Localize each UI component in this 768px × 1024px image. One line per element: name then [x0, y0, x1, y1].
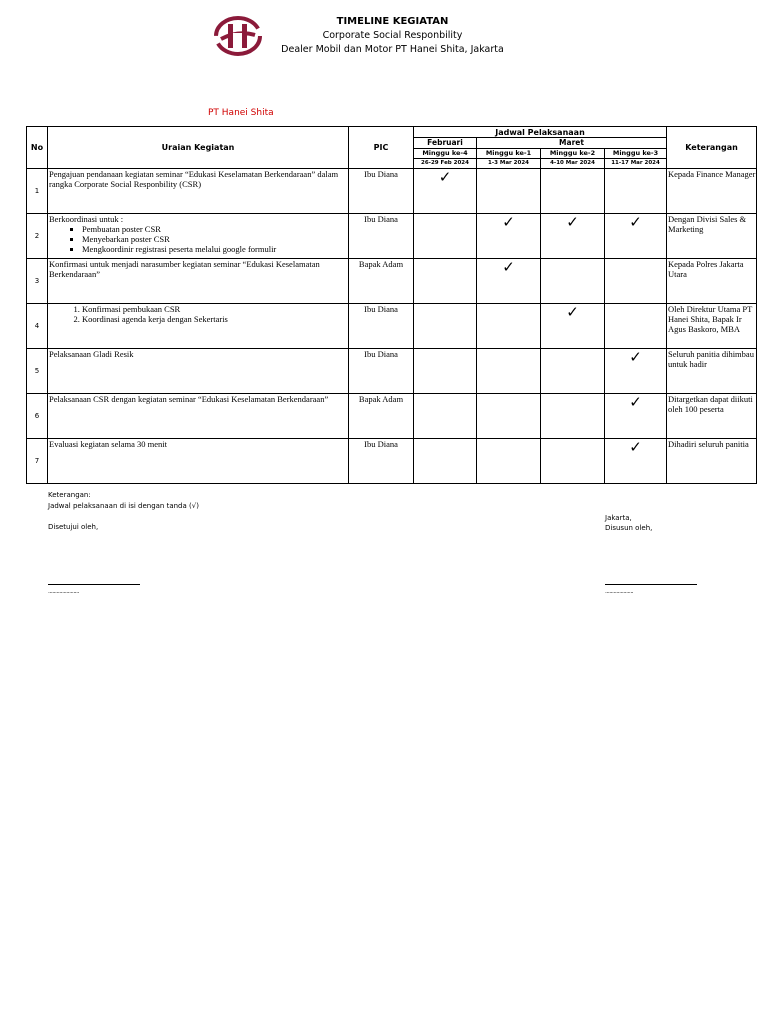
header-no: No [27, 127, 48, 169]
week-cell [477, 169, 541, 214]
row-description: Pelaksanaan Gladi Resik [48, 349, 349, 394]
checkmark-icon: ✓ [502, 258, 515, 276]
week-cell [605, 259, 667, 304]
week-cell [414, 214, 477, 259]
week-cell [477, 439, 541, 484]
week-cell [414, 439, 477, 484]
checkmark-icon: ✓ [502, 213, 515, 231]
week-cell [414, 304, 477, 349]
row-note: Oleh Direktur Utama PT Hanei Shita, Bapak Ir Agus Baskoro, MBA [667, 304, 757, 349]
row-pic: Ibu Diana [349, 169, 414, 214]
row-number: 7 [27, 439, 48, 484]
notes-section [48, 490, 199, 512]
signature-line-right [605, 584, 697, 585]
header-month-feb: Februari [414, 138, 477, 149]
week-cell [477, 259, 541, 304]
prepared-label: Disusun oleh, [605, 524, 653, 532]
week-cell [477, 349, 541, 394]
table-row [27, 394, 757, 439]
header-pic: PIC [349, 127, 414, 169]
week-cell [605, 169, 667, 214]
week-cell [541, 439, 605, 484]
header-week: Minggu ke-2 [541, 149, 605, 159]
list-item: ▪ Mengkoordinir registrasi peserta melalui google formulir [82, 244, 348, 254]
week-cell [541, 214, 605, 259]
week-cell [605, 214, 667, 259]
row-pic: Ibu Diana [349, 439, 414, 484]
row-pic: Bapak Adam [349, 394, 414, 439]
row-note: Dihadiri seluruh panitia [667, 439, 757, 484]
header-notes: Keterangan [667, 127, 757, 169]
row-number: 2 [27, 214, 48, 259]
numbered-list [49, 304, 348, 324]
week-cell [414, 169, 477, 214]
week-cell [605, 304, 667, 349]
list-item: ▪ Pembuatan poster CSR [82, 224, 348, 234]
list-item: 1. Konfirmasi pembukaan CSR [82, 304, 348, 314]
notes-label: Keterangan: [48, 491, 91, 499]
row-note: Seluruh panitia dihimbau untuk hadir [667, 349, 757, 394]
table-row [27, 259, 757, 304]
checkmark-icon: ✓ [566, 213, 579, 231]
week-cell [605, 439, 667, 484]
signature-name-left: ...................... [48, 588, 79, 595]
document-header [280, 15, 505, 57]
row-number: 3 [27, 259, 48, 304]
header-week-dates: 1-3 Mar 2024 [477, 159, 541, 169]
row-description: Pengajuan pendanaan kegiatan seminar “Edukasi Keselamatan Berkendaraan” dalam rangka Corporate Social Responbility (CSR) [48, 169, 349, 214]
week-cell [541, 349, 605, 394]
document-subtitle: Corporate Social Responbility [322, 30, 463, 41]
row-description: Pelaksanaan CSR dengan kegiatan seminar “Edukasi Keselamatan Berkendaraan” [48, 394, 349, 439]
week-cell [477, 394, 541, 439]
week-cell [477, 304, 541, 349]
row-note: Kepada Finance Manager [667, 169, 757, 214]
row-description-text: Berkoordinasi untuk : [49, 214, 124, 224]
row-note: Dengan Divisi Sales & Marketing [667, 214, 757, 259]
document-title: TIMELINE KEGIATAN [336, 16, 449, 27]
row-note: Ditargetkan dapat diikuti oleh 100 peserta [667, 394, 757, 439]
checkmark-icon: ✓ [629, 393, 642, 411]
checkmark-icon: ✓ [438, 168, 452, 186]
header-week-dates: 11-17 Mar 2024 [605, 159, 667, 169]
row-description [48, 304, 349, 349]
header-week: Minggu ke-4 [414, 149, 477, 159]
row-description [48, 214, 349, 259]
approved-label: Disetujui oleh, [48, 523, 99, 531]
row-number: 5 [27, 349, 48, 394]
week-cell [414, 349, 477, 394]
row-pic: Bapak Adam [349, 259, 414, 304]
checkmark-icon: ✓ [566, 303, 579, 321]
row-number: 4 [27, 304, 48, 349]
company-logo-icon [213, 15, 263, 57]
table-row [27, 169, 757, 214]
signature-line-left [48, 584, 140, 585]
row-number: 6 [27, 394, 48, 439]
table-row [27, 439, 757, 484]
checkmark-icon: ✓ [629, 438, 642, 456]
checkmark-icon: ✓ [629, 348, 642, 366]
table-row [27, 349, 757, 394]
week-cell [541, 394, 605, 439]
row-description: Evaluasi kegiatan selama 30 menit [48, 439, 349, 484]
week-cell [605, 394, 667, 439]
timeline-table [26, 126, 757, 484]
header-week: Minggu ke-3 [605, 149, 667, 159]
checkmark-icon: ✓ [629, 213, 642, 231]
week-cell [414, 259, 477, 304]
week-cell [541, 304, 605, 349]
row-note: Kepada Polres Jakarta Utara [667, 259, 757, 304]
document-subtitle-2: Dealer Mobil dan Motor PT Hanei Shita, Jakarta [281, 44, 504, 55]
row-pic: Ibu Diana [349, 304, 414, 349]
header-week-dates: 26-29 Feb 2024 [414, 159, 477, 169]
week-cell [541, 169, 605, 214]
list-item: ▪ Menyebarkan poster CSR [82, 234, 348, 244]
header-week-dates: 4-10 Mar 2024 [541, 159, 605, 169]
row-pic: Ibu Diana [349, 214, 414, 259]
place-label: Jakarta, [605, 514, 632, 522]
prepared-section [605, 513, 652, 533]
notes-text: Jadwal pelaksanaan di isi dengan tanda (√) [48, 502, 199, 510]
signature-name-right: .................... [605, 588, 634, 595]
row-description: Konfirmasi untuk menjadi narasumber kegiatan seminar “Edukasi Keselamatan Berkendaraan” [48, 259, 349, 304]
week-cell [541, 259, 605, 304]
week-cell [414, 394, 477, 439]
table-row [27, 214, 757, 259]
header-description: Uraian Kegiatan [48, 127, 349, 169]
header-month-mar: Maret [477, 138, 667, 149]
header-week: Minggu ke-1 [477, 149, 541, 159]
bullet-list [49, 224, 348, 254]
row-pic: Ibu Diana [349, 349, 414, 394]
header-schedule: Jadwal Pelaksanaan [414, 127, 667, 138]
row-number: 1 [27, 169, 48, 214]
week-cell [477, 214, 541, 259]
table-row [27, 304, 757, 349]
list-item: 2. Koordinasi agenda kerja dengan Sekertaris [82, 314, 348, 324]
week-cell [605, 349, 667, 394]
company-label: PT Hanei Shita [208, 108, 274, 118]
